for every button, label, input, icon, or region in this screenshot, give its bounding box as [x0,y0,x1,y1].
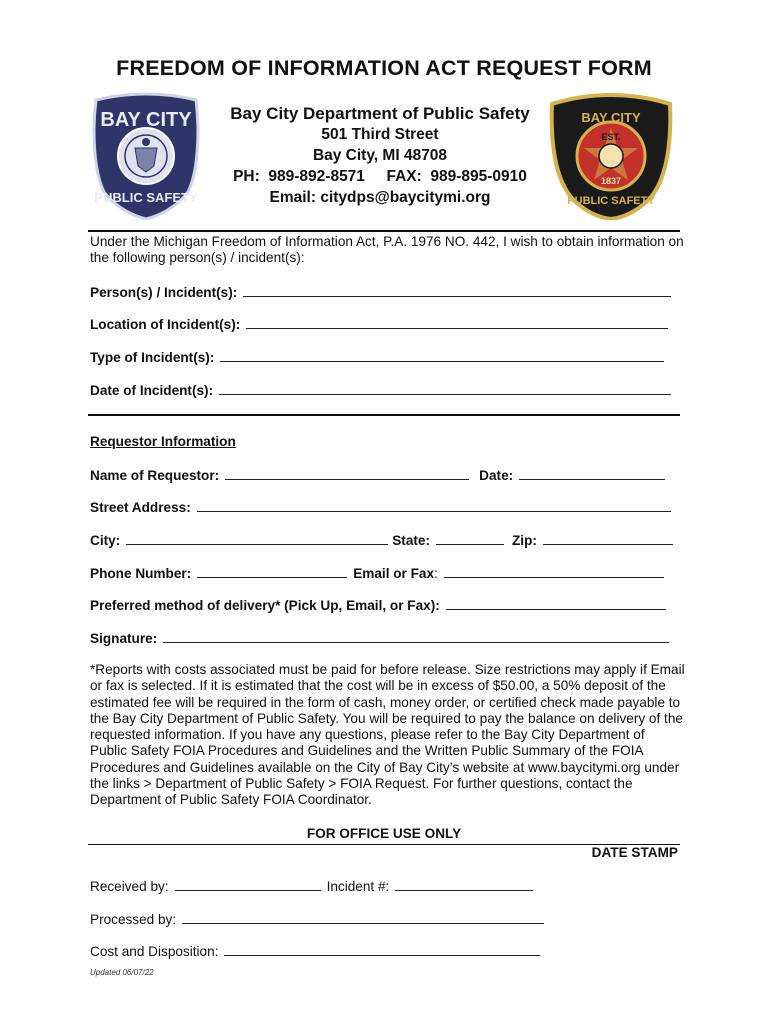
location-line[interactable] [246,316,668,329]
street-address-label: Street Address: [90,500,191,515]
processed-by-field[interactable] [90,911,544,927]
badge-text-bottom: PUBLIC SAFETY [94,190,198,205]
police-badge-logo [88,92,204,220]
fire-badge-est: EST. [601,132,621,142]
requestor-name-row [90,467,665,483]
fire-badge-text-top: BAY CITY [581,110,641,125]
processed-by-label: Processed by: [90,912,177,927]
intro-text: Under the Michigan Freedom of Information Act, P.A. 1976 NO. 442, I wish to obtain information on the following person(s) / incident(s): [90,234,684,266]
fire-badge-logo [546,92,676,220]
persons-incidents-line[interactable] [243,284,671,297]
location-field[interactable] [90,316,668,332]
zip-line[interactable] [543,532,673,545]
street-address-field[interactable] [90,499,671,515]
signature-label: Signature: [90,631,158,646]
incident-no-line[interactable] [395,878,533,891]
requestor-heading: Requestor Information [90,434,236,449]
department-email: Email: citydps@baycitymi.org [269,189,491,206]
received-by-line[interactable] [175,878,321,891]
phone-line[interactable] [197,565,347,578]
type-label: Type of Incident(s): [90,350,215,365]
phone-label: Phone Number: [90,566,192,581]
phone-email-row [90,565,664,581]
location-label: Location of Incident(s): [90,317,241,332]
cost-disposition-label: Cost and Disposition: [90,944,219,959]
requestor-date-line[interactable] [519,467,665,480]
requestor-name-line[interactable] [225,467,469,480]
section-divider [88,414,680,416]
persons-incidents-field[interactable] [90,284,671,300]
signature-field[interactable] [90,630,669,646]
requestor-name-label: Name of Requestor: [90,468,220,483]
office-use-title: FOR OFFICE USE ONLY [306,826,462,841]
city-state-zip-row [90,532,673,548]
street-address-line[interactable] [197,499,671,512]
department-name: Bay City Department of Public Safety [230,104,530,123]
date-stamp-label: DATE STAMP [591,845,678,860]
incident-no-label: Incident #: [326,879,390,894]
fire-badge-year: 1837 [600,176,622,186]
type-field[interactable] [90,349,664,365]
processed-by-line[interactable] [182,911,544,924]
cost-note: *Reports with costs associated must be paid for before release. Size restrictions may apply if Email or fax is selected. If it is estimated that the cost will be in excess of $50.00, a 50% deposit of the estimated fee will be required in the form of cash, money order, or certified check made payable to the Bay City Department of Public Safety. You will be required to pay the balance on delivery of the requested information. If you have any questions, please refer to the Bay City Department of Public Safety FOIA Procedures and Guidelines and the Written Public Summary of the FOIA Procedures and Guidelines available on the City of Bay City’s website at www.baycitymi.org under the links > Department of Public Safety > FOIA Request. For further questions, contact the Department of Public Safety FOIA Coordinator. [90,662,685,808]
department-city: Bay City, MI 48708 [312,147,448,164]
badge-text-top: BAY CITY [100,109,192,131]
updated-date: Updated 06/07/22 [90,968,154,977]
department-block [190,103,570,208]
received-row [90,878,533,894]
type-line[interactable] [220,349,664,362]
date-incident-line[interactable] [219,382,671,395]
date-incident-field[interactable] [90,382,671,398]
department-street: 501 Third Street [321,126,439,143]
email-fax-line[interactable] [444,565,664,578]
state-label: State: [392,533,430,548]
state-line[interactable] [436,532,504,545]
delivery-label: Preferred method of delivery* (Pick Up, Email, or Fax): [90,598,440,613]
cost-disposition-line[interactable] [224,943,540,956]
cost-disposition-field[interactable] [90,943,540,959]
persons-incidents-label: Person(s) / Incident(s): [90,285,238,300]
fire-badge-text-bottom: PUBLIC SAFETY [567,195,655,207]
date-incident-label: Date of Incident(s): [90,383,214,398]
header-divider [88,230,680,232]
delivery-field[interactable] [90,597,666,613]
signature-line[interactable] [163,630,669,643]
email-fax-label: Email or Fax [353,566,435,581]
email-fax-colon: : [434,566,438,581]
delivery-line[interactable] [446,597,666,610]
city-line[interactable] [126,532,388,545]
department-phone-fax: PH: 989-892-8571 FAX: 989-895-0910 [233,168,527,185]
received-by-label: Received by: [90,879,169,894]
city-label: City: [90,533,121,548]
requestor-date-label: Date: [479,468,514,483]
form-title: FREEDOM OF INFORMATION ACT REQUEST FORM [116,56,652,80]
zip-label: Zip: [512,533,537,548]
